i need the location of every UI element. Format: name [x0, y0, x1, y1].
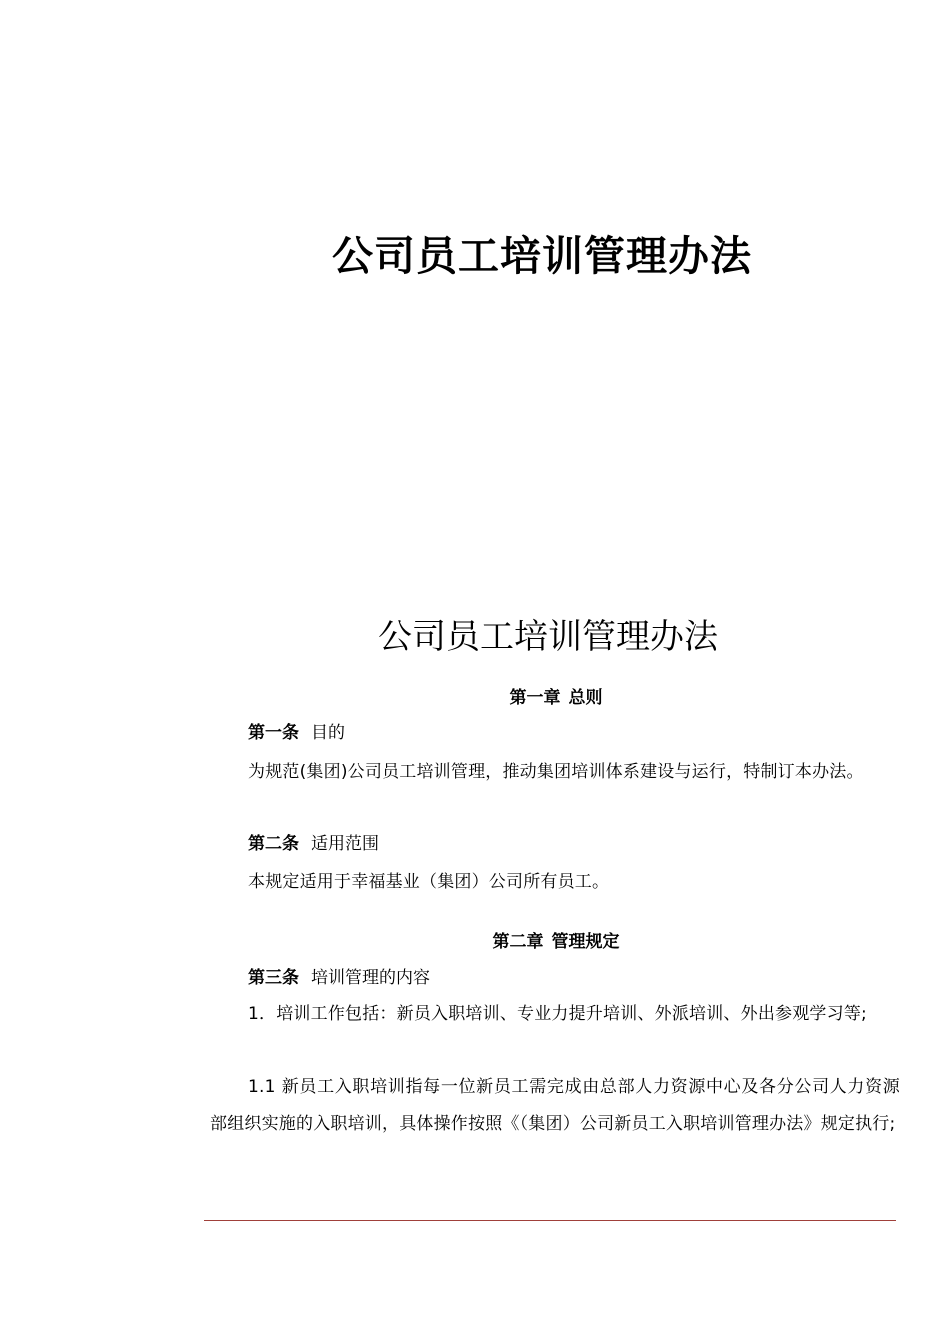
- article-3-name: 培训管理的内容: [311, 968, 430, 988]
- article-3-label: 第三条: [248, 968, 299, 988]
- article-1-name: 目的: [311, 723, 345, 743]
- article-1-label: 第一条: [248, 723, 299, 743]
- cover-title: 公司员工培训管理办法: [332, 232, 752, 280]
- chapter-2-name: 管理规定: [551, 932, 620, 952]
- chapter-1-name: 总则: [568, 688, 603, 708]
- chapter-1-heading: [210, 683, 902, 713]
- article-2-name: 适用范围: [311, 834, 379, 854]
- chapter-1-label: 第一章: [509, 688, 561, 708]
- chapter-2-heading: [210, 927, 902, 957]
- article-1-heading: [248, 718, 345, 748]
- document-title: 公司员工培训管理办法: [378, 617, 718, 657]
- article-2-heading: [248, 829, 379, 859]
- article-3-item-1: 1．培训工作包括：新员入职培训、专业力提升培训、外派培训、外出参观学习等;: [248, 1004, 867, 1024]
- article-2-label: 第二条: [248, 834, 299, 854]
- article-3-item-1-1: 1.1 新员工入职培训指每一位新员工需完成由总部人力资源中心及各分公司人力资源部组织实施的入职培训，具体操作按照《（集团）公司新员工入职培训管理办法》规定执行;: [210, 1077, 900, 1134]
- footer-rule: [204, 1220, 896, 1221]
- article-3-heading: [248, 963, 430, 993]
- chapter-2-label: 第二章: [492, 932, 544, 952]
- article-1-body: 为规范(集团)公司员工培训管理，推动集团培训体系建设与运行，特制订本办法。: [248, 762, 864, 782]
- article-2-body: 本规定适用于幸福基业（集团）公司所有员工。: [248, 872, 610, 892]
